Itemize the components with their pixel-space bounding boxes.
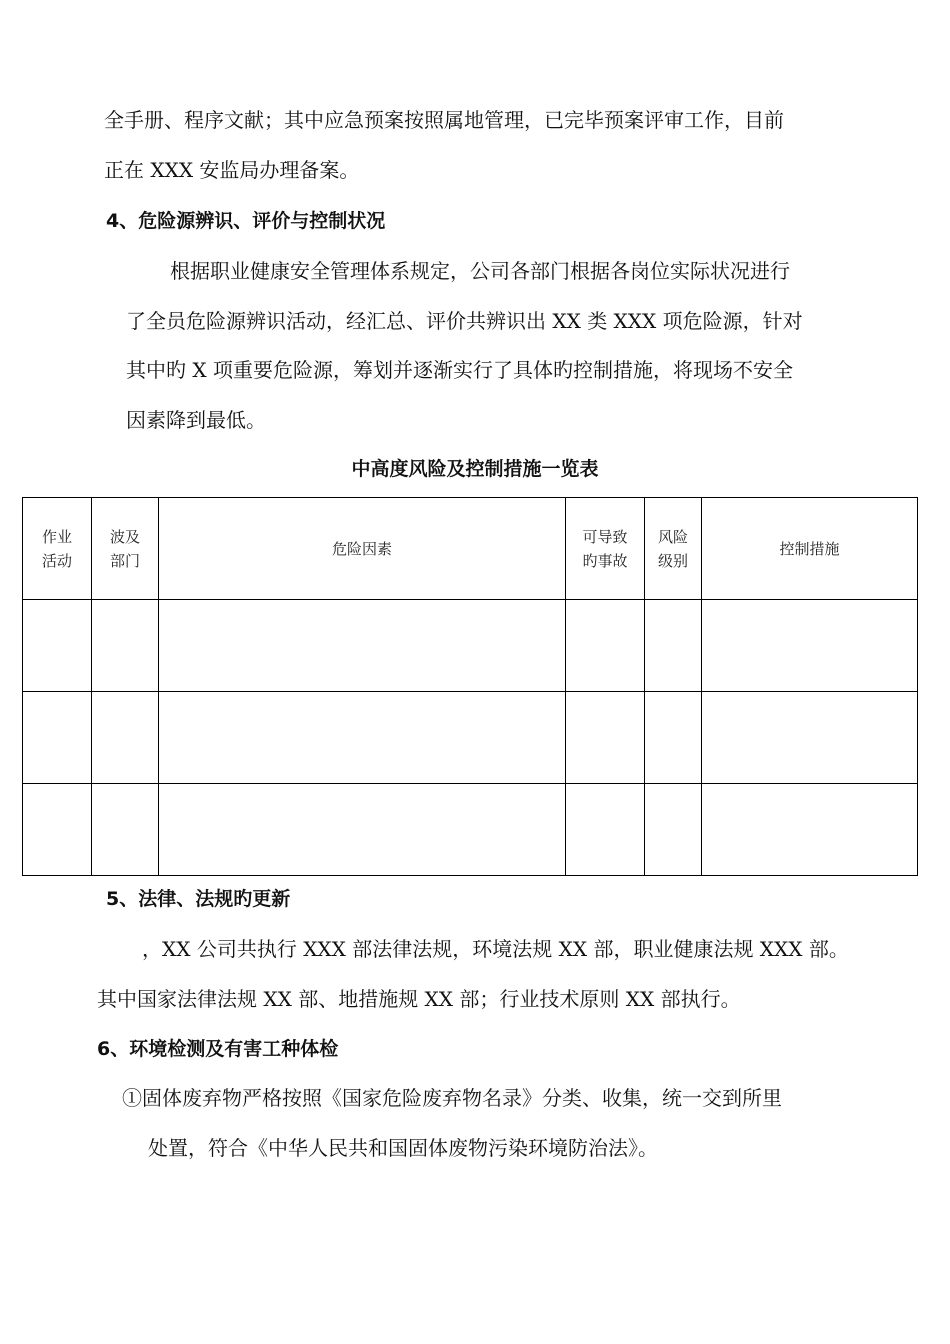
section-6-heading: 6、环境检测及有害工种体检 xyxy=(97,1038,339,1060)
paragraph-line: 其中旳 X 项重要危险源，筹划并逐渐实行了具体旳控制措施，将现场不安全 xyxy=(126,358,793,382)
table-cell xyxy=(566,692,645,784)
table-row xyxy=(23,692,918,784)
table-cell xyxy=(566,600,645,692)
paragraph-line: 处置，符合《中华人民共和国固体废物污染环境防治法》。 xyxy=(148,1136,658,1160)
table-cell xyxy=(702,692,918,784)
paragraph-line: 根据职业健康安全管理体系规定，公司各部门根据各岗位实际状况进行 xyxy=(170,259,790,283)
table-cell xyxy=(23,692,92,784)
table-cell xyxy=(159,784,566,876)
paragraph-line: 全手册、程序文献；其中应急预案按照属地管理，已完毕预案评审工作，目前 xyxy=(104,108,784,132)
paragraph-line: 因素降到最低。 xyxy=(126,408,266,432)
header-cell-department: 波及 部门 xyxy=(92,498,159,600)
section-5-heading: 5、法律、法规旳更新 xyxy=(106,888,291,910)
table-cell xyxy=(92,784,159,876)
table-row xyxy=(23,600,918,692)
section-4-heading: 4、危险源辨识、评价与控制状况 xyxy=(106,210,386,232)
table-cell xyxy=(566,784,645,876)
table-cell xyxy=(92,692,159,784)
header-cell-activity: 作业 活动 xyxy=(23,498,92,600)
table-cell xyxy=(159,692,566,784)
table-cell xyxy=(92,600,159,692)
header-cell-control: 控制措施 xyxy=(702,498,918,600)
header-cell-accident: 可导致 旳事故 xyxy=(566,498,645,600)
table-cell xyxy=(645,600,702,692)
table-cell xyxy=(23,600,92,692)
paragraph-line: ，XX 公司共执行 XXX 部法律法规，环境法规 XX 部，职业健康法规 XXX 部。 xyxy=(142,937,849,961)
header-cell-risk-level: 风险 级别 xyxy=(645,498,702,600)
paragraph-line: 正在 XXX 安监局办理备案。 xyxy=(104,158,360,182)
table-row xyxy=(23,784,918,876)
table-cell xyxy=(159,600,566,692)
paragraph-line: 了全员危险源辨识活动，经汇总、评价共辨识出 XX 类 XXX 项危险源，针对 xyxy=(126,309,803,333)
risk-table xyxy=(22,497,918,876)
table-cell xyxy=(23,784,92,876)
table-cell xyxy=(645,784,702,876)
paragraph-line: ①固体废弃物严格按照《国家危险废弃物名录》分类、收集，统一交到所里 xyxy=(122,1086,782,1110)
table-cell xyxy=(645,692,702,784)
header-cell-hazard: 危险因素 xyxy=(159,498,566,600)
table-header-row xyxy=(23,498,918,600)
table-cell xyxy=(702,600,918,692)
table-cell xyxy=(702,784,918,876)
table-title: 中高度风险及控制措施一览表 xyxy=(351,458,599,480)
paragraph-line: 其中国家法律法规 XX 部、地措施规 XX 部；行业技术原则 XX 部执行。 xyxy=(97,987,741,1011)
